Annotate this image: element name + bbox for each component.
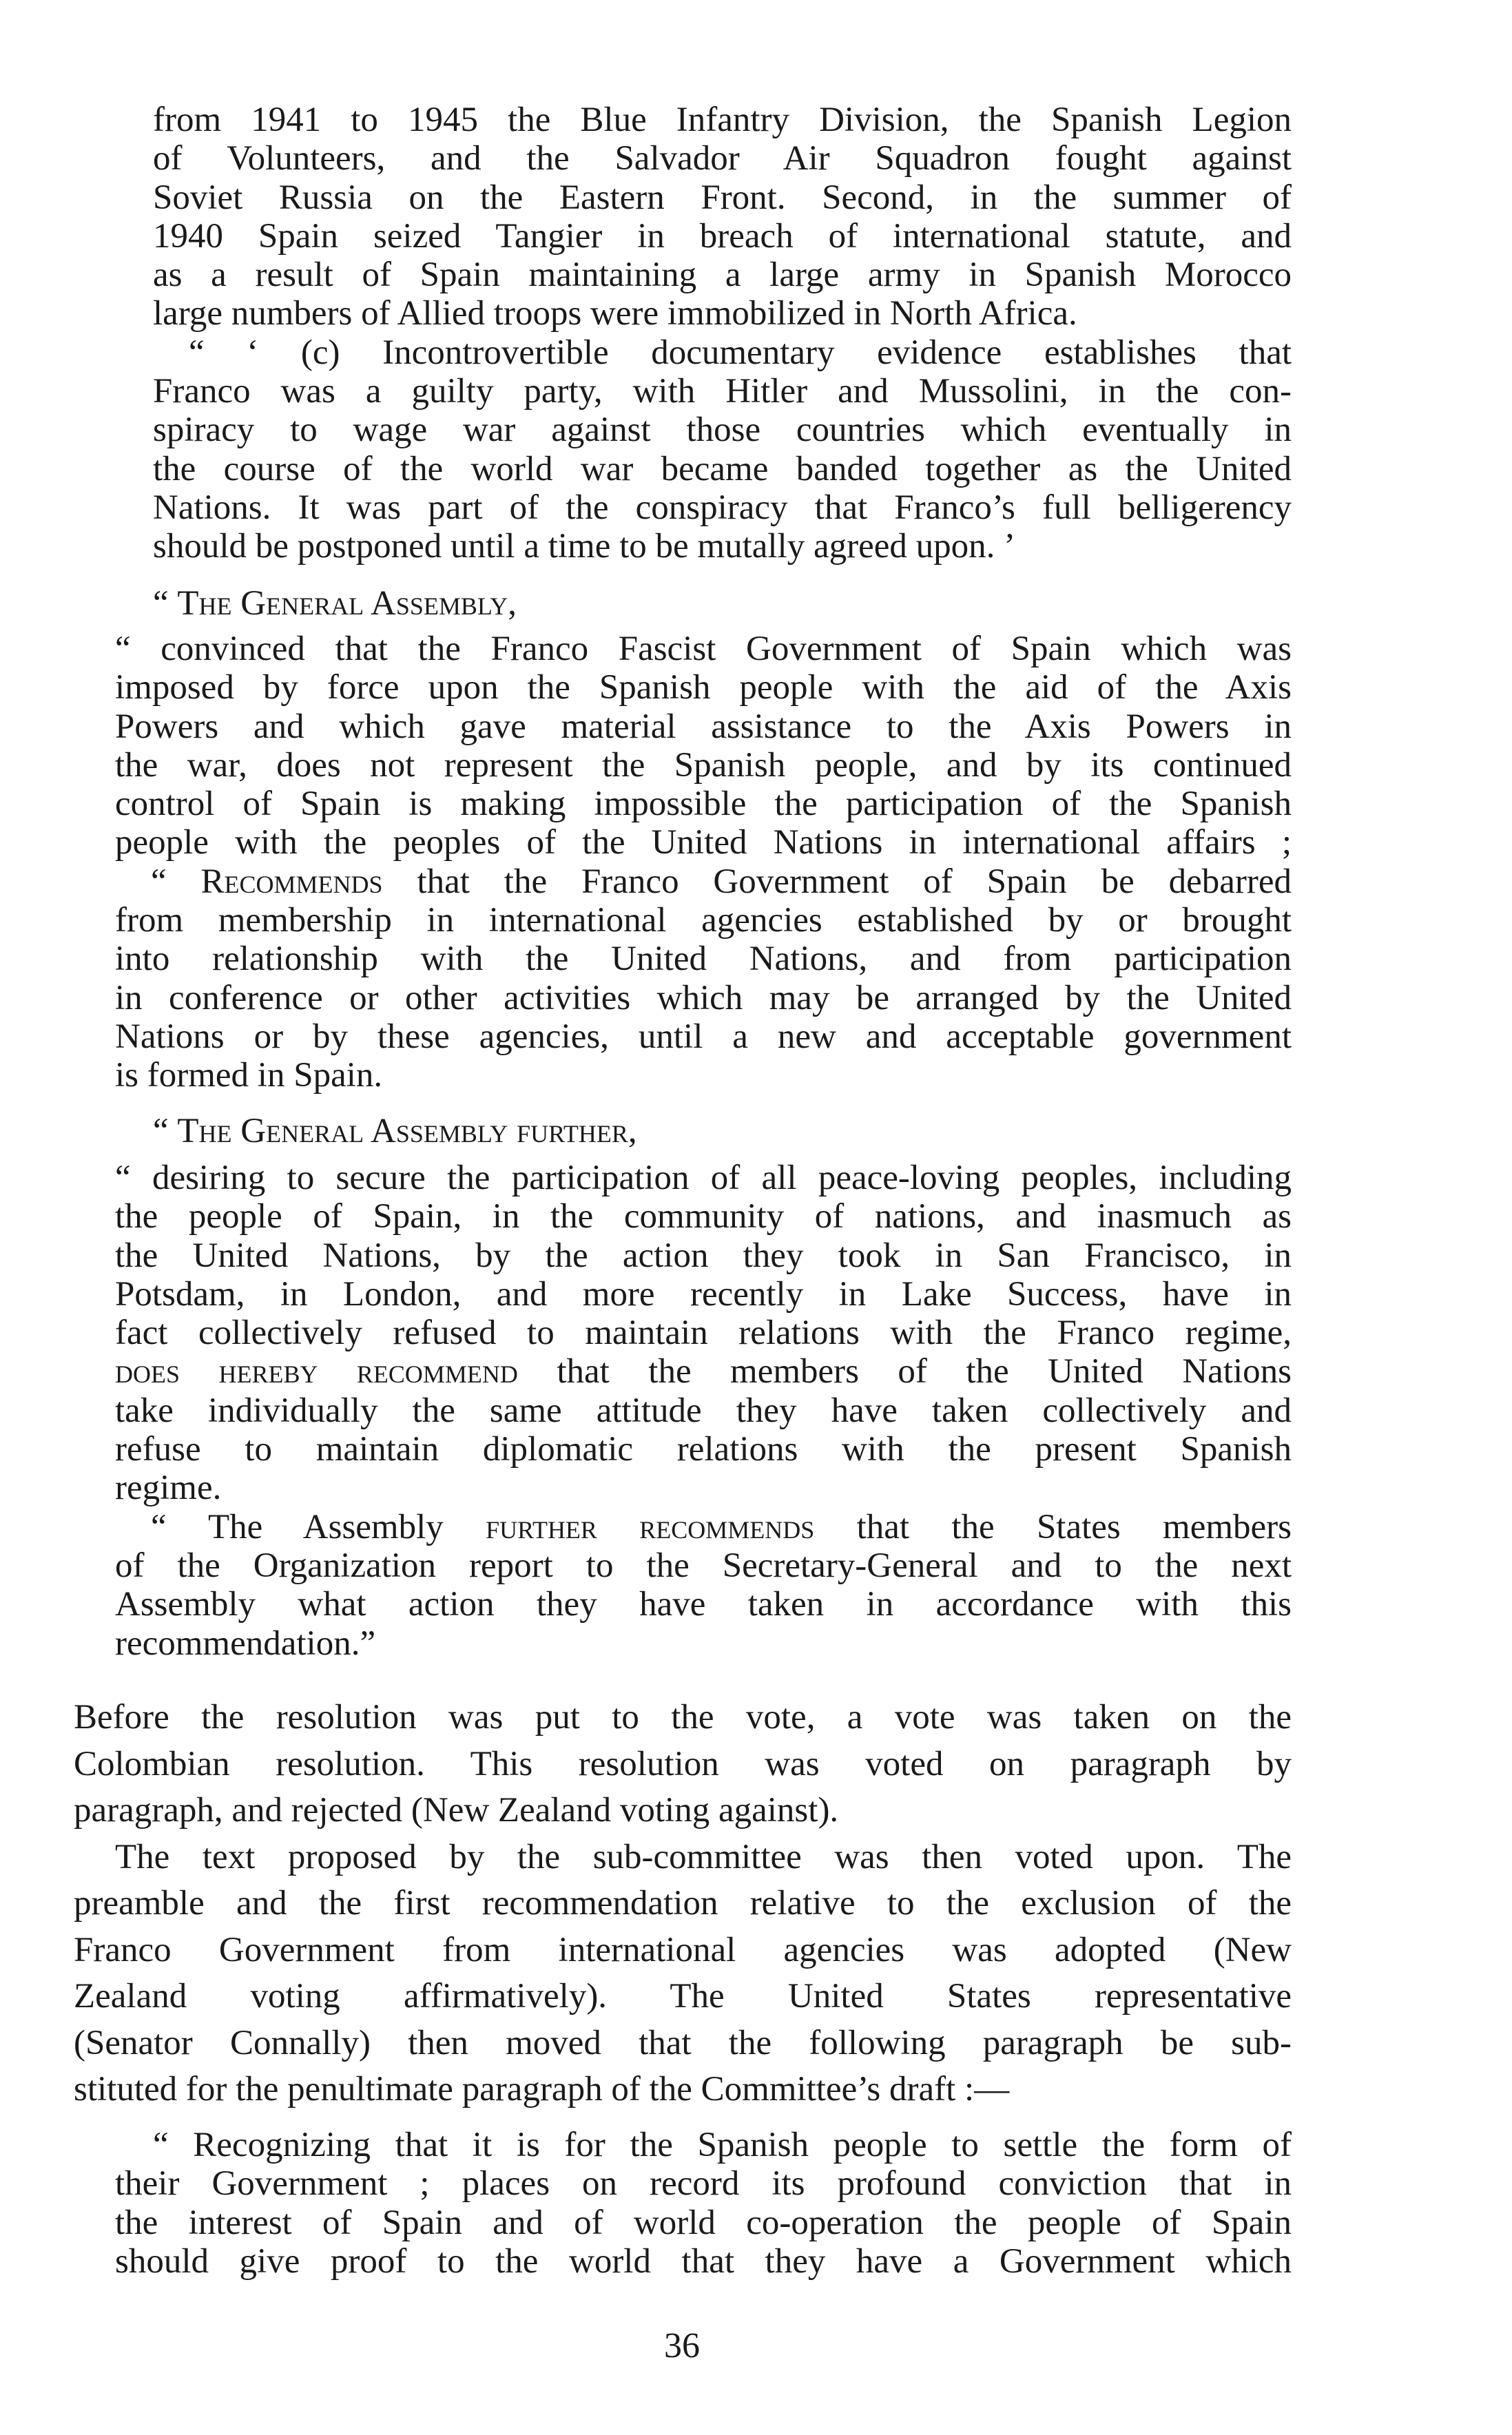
text-line: as a result of Spain maintaining a large army in Spanish Morocco [153, 256, 1292, 295]
text-line: fact collectively refused to maintain relations with the Franco regime, [115, 1314, 1292, 1353]
text-line: people with the peoples of the United Nations in international affairs ; [115, 823, 1292, 862]
text-line: large numbers of Allied troops were immobilized in North Africa. [153, 294, 1077, 333]
text-line [115, 1352, 1292, 1391]
text-line: from membership in international agencies established by or brought [115, 901, 1292, 940]
text-line: spiracy to wage war against those countries which eventually in [153, 411, 1292, 450]
text-segment: that the Franco Government of Spain be debarred [382, 862, 1292, 901]
text-line: “ desiring to secure the participation of all peace-loving peoples, including [115, 1159, 1292, 1197]
text-line: recommendation.” [115, 1624, 376, 1663]
text-line: (Senator Connally) then moved that the following paragraph be sub- [74, 2023, 1292, 2062]
text-line: The text proposed by the sub-committee was then voted upon. The [115, 1837, 1292, 1876]
general-assembly-further-heading [153, 1112, 1292, 1150]
text-line: Franco was a guilty party, with Hitler and Mussolini, in the con- [153, 372, 1292, 411]
text-line: preamble and the first recommendation relative to the exclusion of the [74, 1884, 1292, 1923]
text-line: the war, does not represent the Spanish people, and by its continued [115, 745, 1292, 785]
text-line: control of Spain is making impossible the participation of the Spanish [115, 785, 1292, 824]
text-line: Before the resolution was put to the vote, a vote was taken on the [74, 1698, 1292, 1737]
general-assembly-heading [153, 584, 1292, 623]
text-line: Soviet Russia on the Eastern Front. Second, in the summer of [153, 178, 1292, 217]
body-text-voting [74, 1695, 1292, 2113]
text-line: in conference or other activities which may be arranged by the United [115, 978, 1292, 1017]
text-line: Nations. It was part of the conspiracy that Franco’s full belligerency [153, 488, 1292, 527]
text-line: is formed in Spain. [115, 1056, 383, 1095]
text-line: from 1941 to 1945 the Blue Infantry Division, the Spanish Legion [153, 101, 1292, 139]
small-caps-text: The General Assembly, [177, 584, 517, 623]
text-line [153, 584, 1292, 623]
text-line: of the Organization report to the Secretary-General and to the next [115, 1546, 1292, 1585]
text-line: imposed by force upon the Spanish people with the aid of the Axis [115, 668, 1292, 707]
text-line: paragraph, and rejected (New Zealand voting against). [74, 1791, 839, 1830]
text-line: the United Nations, by the action they took in San Francisco, in [115, 1236, 1292, 1275]
text-line: Assembly what action they have taken in accordance with this [115, 1585, 1292, 1624]
resolution-first-recommendation [115, 630, 1292, 1095]
text-line: “ Recognizing that it is for the Spanish people to settle the form of [153, 2126, 1292, 2164]
small-caps-text: further recommends [486, 1507, 815, 1546]
text-line: Nations or by these agencies, until a new and acceptable government [115, 1017, 1292, 1056]
text-line: into relationship with the United Nations, and from participation [115, 940, 1292, 979]
text-segment: “ [151, 862, 201, 901]
text-segment: “ [153, 1112, 178, 1150]
resolution-further-recommendations [115, 1159, 1292, 1663]
quoted-evidence-paragraph [153, 101, 1292, 566]
text-segment: that the members of the United Nations [517, 1352, 1292, 1391]
text-line: the course of the world war became banded together as the United [153, 449, 1292, 488]
text-line: “ ‘ (c) Incontrovertible documentary evidence establishes that [189, 333, 1292, 372]
text-line [115, 862, 1292, 901]
small-caps-text: The General Assembly further, [177, 1112, 637, 1150]
text-segment: “ [153, 584, 178, 623]
text-line: take individually the same attitude they have taken collectively and [115, 1391, 1292, 1430]
text-line: stituted for the penultimate paragraph of the Committee’s draft :— [74, 2070, 1010, 2108]
text-line: Colombian resolution. This resolution was voted on paragraph by [74, 1744, 1292, 1783]
text-line: their Government ; places on record its profound conviction that in [115, 2164, 1292, 2204]
text-line: regime. [115, 1469, 222, 1508]
text-line: refuse to maintain diplomatic relations with the present Spanish [115, 1430, 1292, 1469]
text-line: 1940 Spain seized Tangier in breach of international statute, and [153, 216, 1292, 256]
text-line: the people of Spain, in the community of nations, and inasmuch as [115, 1197, 1292, 1236]
text-line: Powers and which gave material assistance to the Axis Powers in [115, 707, 1292, 746]
text-line [115, 1508, 1292, 1546]
text-segment: that the States members [814, 1507, 1292, 1546]
text-line: Potsdam, in London, and more recently in Lake Success, have in [115, 1274, 1292, 1314]
text-line [153, 1112, 1292, 1150]
text-line: of Volunteers, and the Salvador Air Squadron fought against [153, 139, 1292, 178]
text-line: should be postponed until a time to be mutally agreed upon. ’ [153, 527, 1016, 566]
us-amendment-quote [115, 2126, 1292, 2281]
small-caps-text: Recommends [200, 862, 383, 901]
text-line: should give proof to the world that they have a Government which [115, 2241, 1292, 2281]
text-line: Franco Government from international agencies was adopted (New [74, 1930, 1292, 1969]
text-segment: “ The Assembly [151, 1507, 486, 1546]
page-number: 36 [664, 2326, 700, 2365]
text-line: the interest of Spain and of world co-operation the people of Spain [115, 2203, 1292, 2242]
text-line: Zealand voting affirmatively). The United States representative [74, 1977, 1292, 2016]
text-line: “ convinced that the Franco Fascist Government of Spain which was [115, 630, 1292, 668]
small-caps-text: does hereby recommend [115, 1352, 518, 1391]
